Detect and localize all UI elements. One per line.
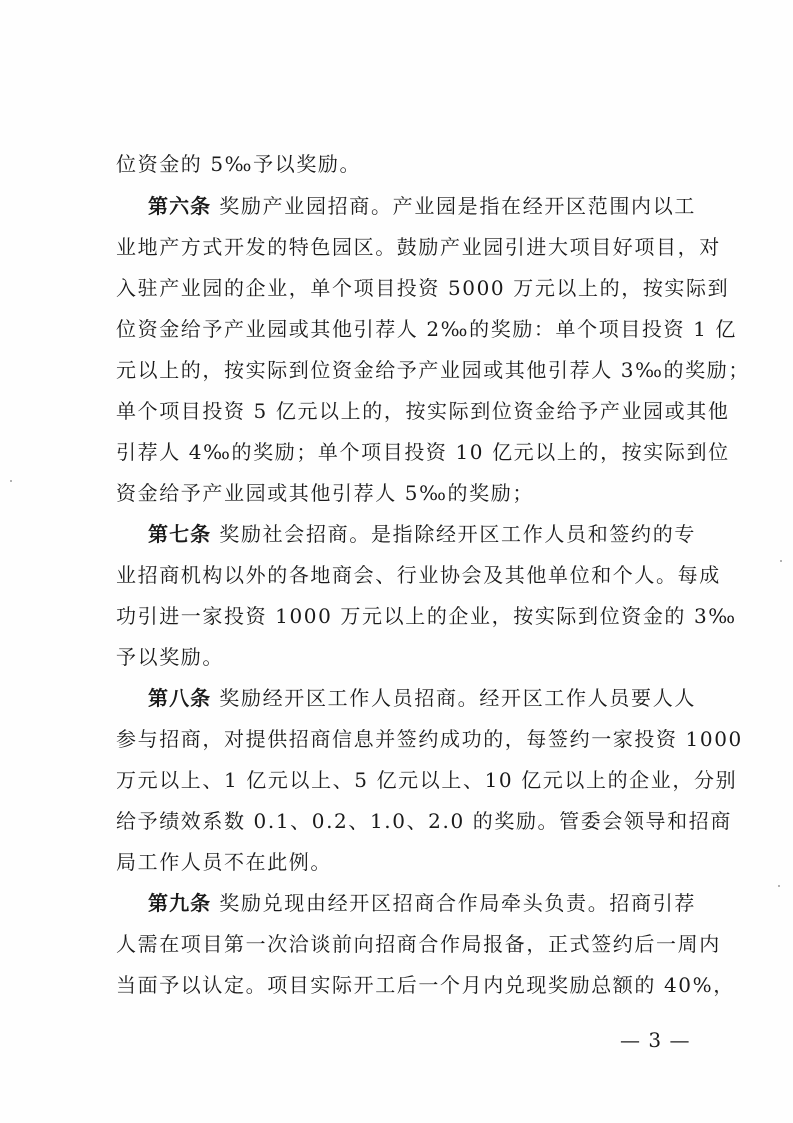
line-text: 引荐人 4‰的奖励；单个项目投资 10 亿元以上的，按实际到位 <box>116 440 730 464</box>
article-title: 第八条 <box>148 686 212 710</box>
text-line <box>116 966 735 1004</box>
page-number: — 3 — <box>620 1028 691 1052</box>
line-text: 当面予以认定。项目实际开工后一个月内兑现奖励总额的 40%， <box>116 973 735 997</box>
text-line <box>116 720 743 758</box>
line-text: 奖励社会招商。是指除经开区工作人员和签约的专 <box>211 522 696 546</box>
line-text: 元以上的，按实际到位资金给予产业园或其他引荐人 3‰的奖励； <box>116 358 750 382</box>
scan-speck <box>778 885 780 887</box>
text-line <box>116 474 696 512</box>
text-line <box>116 228 721 266</box>
line-text: 给予绩效系数 0.1、0.2、1.0、2.0 的奖励。管委会领导和招商 <box>116 809 732 833</box>
text-line <box>116 597 737 635</box>
text-line <box>116 638 696 676</box>
line-text: 资金给予产业园或其他引荐人 5‰的奖励； <box>116 481 534 505</box>
text-line <box>116 392 730 430</box>
line-text: 参与招商，对提供招商信息并签约成功的，每签约一家投资 1000 <box>116 727 743 751</box>
article-8-first-line <box>148 679 696 717</box>
text-line <box>116 269 730 307</box>
text-line <box>116 433 730 471</box>
article-title: 第九条 <box>148 891 212 915</box>
line-text: 奖励产业园招商。产业园是指在经开区范围内以工 <box>211 194 696 218</box>
article-title: 第六条 <box>148 194 212 218</box>
article-6-first-line <box>148 187 696 225</box>
article-9-first-line <box>148 884 696 922</box>
line-text: 奖励经开区工作人员招商。经开区工作人员要人人 <box>211 686 696 710</box>
line-text: 入驻产业园的企业，单个项目投资 5000 万元以上的，按实际到 <box>116 276 730 300</box>
line-text: 单个项目投资 5 亿元以上的，按实际到位资金给予产业园或其他 <box>116 399 730 423</box>
line-text: 位资金的 5‰予以奖励。 <box>116 152 362 176</box>
scan-speck <box>10 480 12 482</box>
line-text: 功引进一家投资 1000 万元以上的企业，按实际到位资金的 3‰ <box>116 604 737 628</box>
text-line <box>116 145 696 183</box>
article-title: 第七条 <box>148 522 212 546</box>
line-text: 万元以上、1 亿元以上、5 亿元以上、10 亿元以上的企业，分别 <box>116 768 738 792</box>
line-text: 业地产方式开发的特色园区。鼓励产业园引进大项目好项目，对 <box>116 235 721 259</box>
text-line <box>116 843 696 881</box>
line-text: 予以奖励。 <box>116 645 224 669</box>
line-text: 位资金给予产业园或其他引荐人 2‰的奖励：单个项目投资 1 亿 <box>116 317 737 341</box>
article-7-first-line <box>148 515 696 553</box>
text-line <box>116 925 721 963</box>
text-line <box>116 351 750 389</box>
scan-speck <box>780 560 782 562</box>
line-text: 局工作人员不在此例。 <box>116 850 332 874</box>
text-line <box>116 556 721 594</box>
text-line <box>116 761 738 799</box>
line-text: 业招商机构以外的各地商会、行业协会及其他单位和个人。每成 <box>116 563 721 587</box>
text-line <box>116 310 737 348</box>
text-line <box>116 802 732 840</box>
line-text: 人需在项目第一次洽谈前向招商合作局报备，正式签约后一周内 <box>116 932 721 956</box>
line-text: 奖励兑现由经开区招商合作局牵头负责。招商引荐 <box>211 891 696 915</box>
